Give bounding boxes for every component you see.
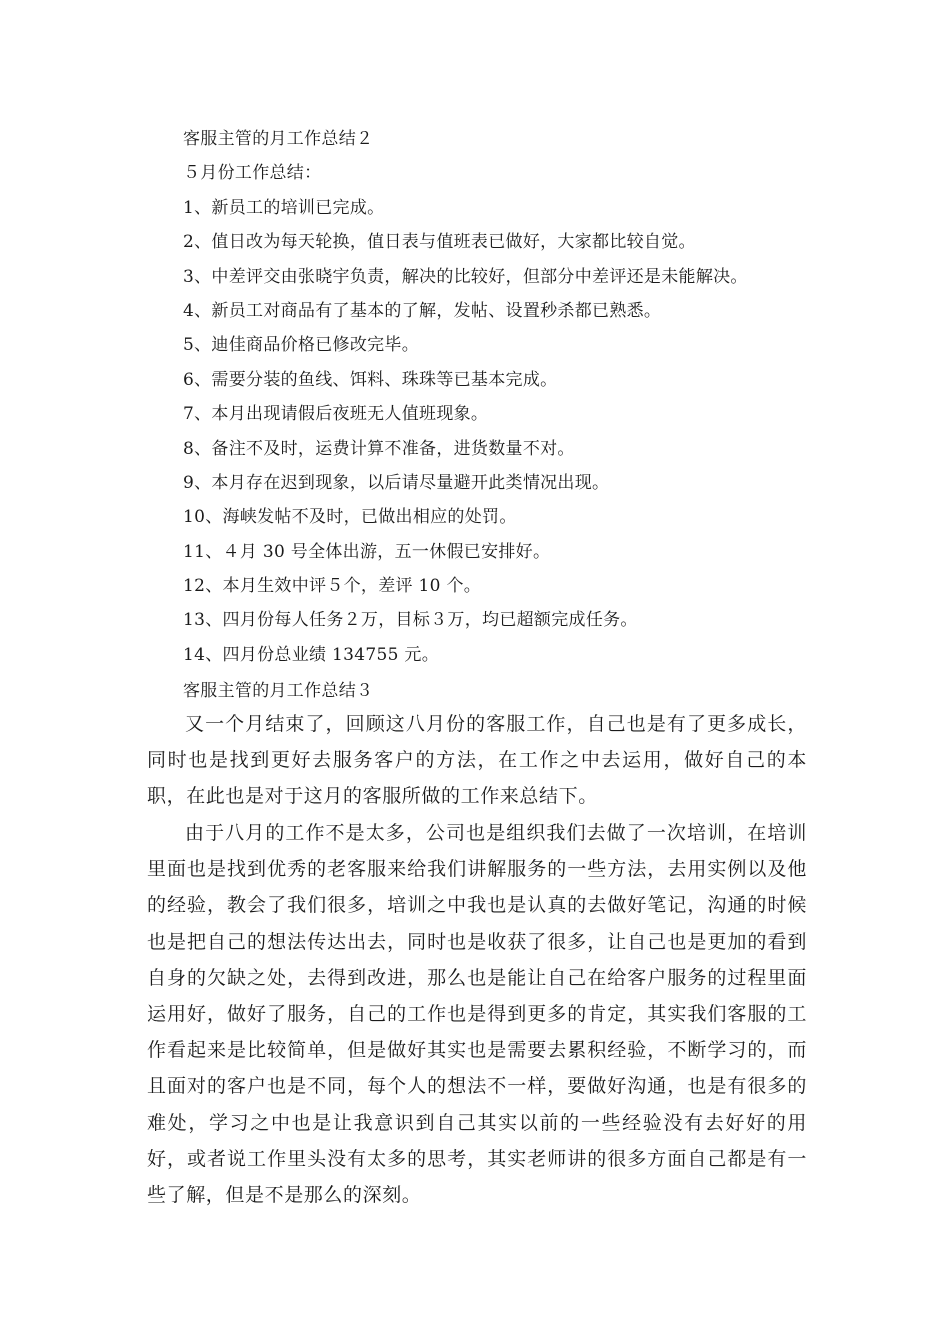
list-item: 1、新员工的培训已完成。: [183, 197, 385, 218]
section-2: [183, 122, 823, 672]
body-paragraph: 由于八月的工作不是太多，公司也是组织我们去做了一次培训，在培训里面也是找到优秀的老客服来给我们讲解服务的一些方法，去用实例以及他的经验，教会了我们很多，培训之中我也是认真的去做好笔记，沟通的时候也是把自己的想法传达出去，同时也是收获了很多，让自己也是更加的看到自身的欠缺之处，去得到改进，那么也是能让自己在给客户服务的过程里面运用好，做好了服务，自己的工作也是得到更多的肯定，其实我们客服的工作看起来是比较简单，但是做好其实也是需要去累积经验，不断学习的，而且面对的客户也是不同，每个人的想法不一样，要做好沟通，也是有很多的难处，学习之中也是让我意识到自己其实以前的一些经验没有去好好的用好，或者说工作里头没有太多的思考，其实老师讲的很多方面自己都是有一些了解，但是不是那么的深刻。: [147, 822, 807, 1207]
list-item: 10、海峡发帖不及时，已做出相应的处罚。: [183, 507, 517, 528]
list-item: 11、４月 30 号全体出游，五一休假已安排好。: [183, 541, 551, 562]
list-item: 7、本月出现请假后夜班无人值班现象。: [183, 404, 489, 425]
list-item: 2、值日改为每天轮换，值日表与值班表已做好，大家都比较自觉。: [183, 232, 696, 253]
section-2-subtitle: ５月份工作总结：: [183, 163, 322, 184]
list-item: 3、中差评交由张晓宇负责，解决的比较好，但部分中差评还是未能解决。: [183, 266, 748, 287]
list-item: 12、本月生效中评５个，差评 10 个。: [183, 576, 482, 597]
section-2-title: 客服主管的月工作总结２: [183, 129, 374, 149]
body-paragraph: 又一个月结束了，回顾这八月份的客服工作，自己也是有了更多成长，同时也是找到更好去服务客户的方法，在工作之中去运用，做好自己的本职，在此也是对于这月的客服所做的工作来总结下。: [147, 713, 807, 808]
list-item: 9、本月存在迟到现象，以后请尽量避开此类情况出现。: [183, 472, 610, 493]
list-item: 6、需要分装的鱼线、饵料、珠珠等已基本完成。: [183, 369, 558, 390]
section-3-title: 客服主管的月工作总结３: [183, 681, 374, 701]
list-item: 8、备注不及时，运费计算不准备，进货数量不对。: [183, 438, 575, 459]
list-item: 14、四月份总业绩 134755 元。: [183, 644, 440, 665]
list-item: 13、四月份每人任务２万，目标３万，均已超额完成任务。: [183, 610, 638, 631]
list-item: 4、新员工对商品有了基本的了解，发帖、设置秒杀都已熟悉。: [183, 300, 662, 321]
list-item: 5、迪佳商品价格已修改完毕。: [183, 335, 420, 356]
